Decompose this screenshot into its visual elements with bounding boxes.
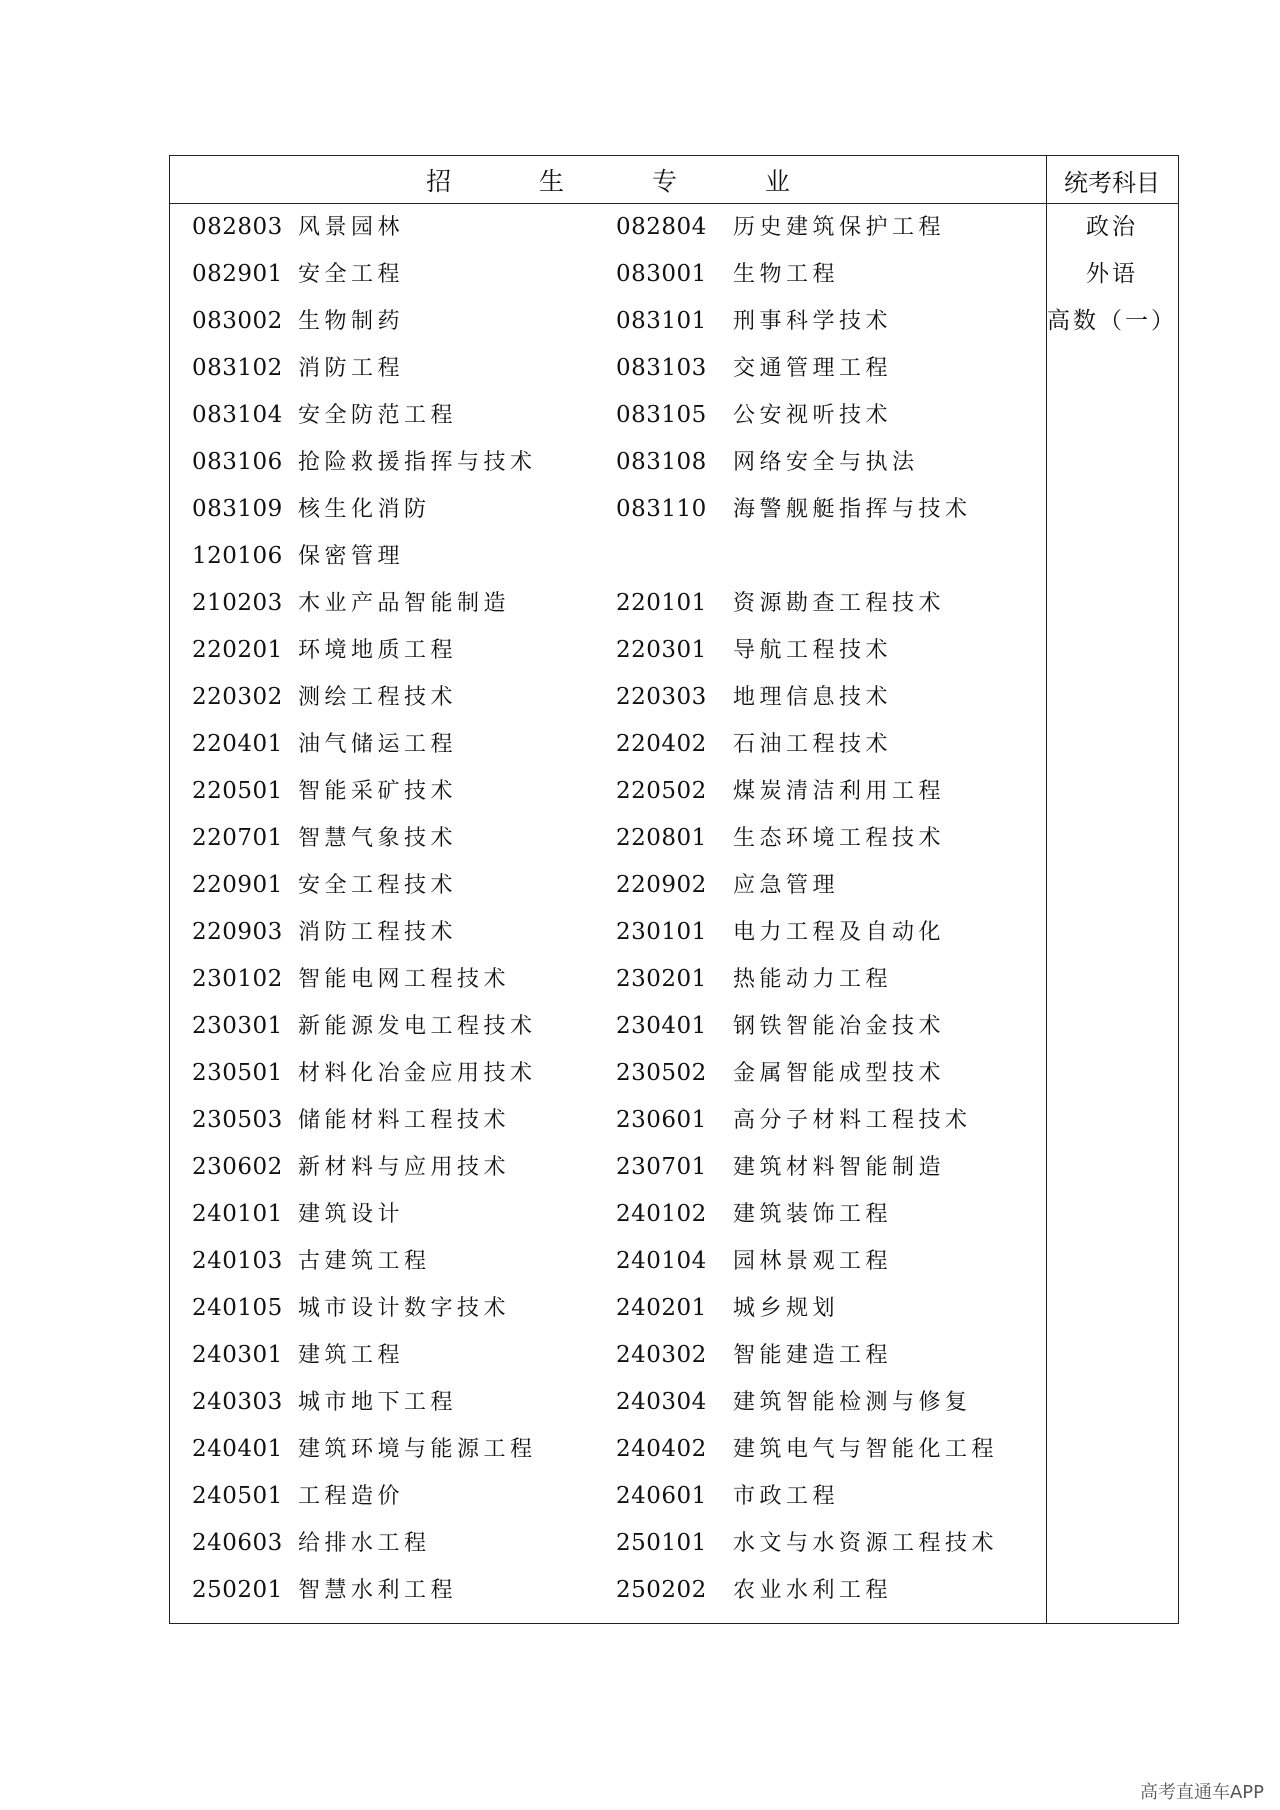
major-name: 公安视听技术: [733, 403, 893, 428]
major-code: 250201: [192, 1577, 283, 1603]
major-name: 高分子材料工程技术: [733, 1108, 972, 1133]
table-row: [170, 1285, 1046, 1332]
major-name: 建筑工程: [298, 1343, 405, 1368]
table-row: [170, 815, 1046, 862]
major-code: 083104: [192, 402, 283, 428]
table-row: [170, 1238, 1046, 1285]
major-code: 230503: [192, 1107, 283, 1133]
major-name: 网络安全与执法: [733, 450, 919, 475]
subject-item: 高数（一）: [1047, 308, 1177, 334]
table-row: [170, 674, 1046, 721]
major-name: 石油工程技术: [733, 732, 893, 757]
major-name: 智能电网工程技术: [298, 967, 511, 992]
table-header: [170, 156, 1178, 204]
major-name: 新材料与应用技术: [298, 1155, 511, 1180]
table-row: [170, 1567, 1046, 1614]
major-code: 220902: [616, 872, 707, 898]
major-code: 083103: [616, 355, 707, 381]
major-name: 园林景观工程: [733, 1249, 893, 1274]
majors-table: [169, 155, 1179, 1624]
header-subjects: 统考科目: [1064, 168, 1160, 197]
major-code: 240401: [192, 1436, 283, 1462]
major-name: 水文与水资源工程技术: [733, 1531, 999, 1556]
major-code: 220301: [616, 637, 707, 663]
major-name: 地理信息技术: [733, 685, 893, 710]
table-row: [170, 1520, 1046, 1567]
column-divider: [1046, 156, 1047, 1623]
major-code: 230502: [616, 1060, 707, 1086]
major-code: 220502: [616, 778, 707, 804]
table-row: [170, 345, 1046, 392]
major-name: 建筑材料智能制造: [733, 1155, 946, 1180]
major-name: 智能采矿技术: [298, 779, 458, 804]
major-code: 220303: [616, 684, 707, 710]
major-name: 风景园林: [298, 215, 405, 240]
table-row: [170, 1097, 1046, 1144]
major-code: 230201: [616, 966, 707, 992]
table-row: [170, 392, 1046, 439]
major-name: 古建筑工程: [298, 1249, 431, 1274]
watermark-text: 高考直通车APP: [1139, 1782, 1264, 1803]
major-code: 220903: [192, 919, 283, 945]
major-name: 建筑环境与能源工程: [298, 1437, 537, 1462]
major-code: 240303: [192, 1389, 283, 1415]
major-code: 083105: [616, 402, 707, 428]
major-code: 240402: [616, 1436, 707, 1462]
major-name: 历史建筑保护工程: [733, 215, 946, 240]
table-row: [170, 580, 1046, 627]
major-code: 240101: [192, 1201, 283, 1227]
major-name: 材料化冶金应用技术: [298, 1061, 537, 1086]
major-name: 抢险救援指挥与技术: [298, 450, 537, 475]
major-code: 240102: [616, 1201, 707, 1227]
major-code: 240104: [616, 1248, 707, 1274]
table-row: [170, 439, 1046, 486]
major-name: 安全防范工程: [298, 403, 458, 428]
major-code: 230101: [616, 919, 707, 945]
major-name: 市政工程: [733, 1484, 840, 1509]
table-row: [170, 862, 1046, 909]
table-row: [170, 1144, 1046, 1191]
major-name: 煤炭清洁利用工程: [733, 779, 946, 804]
major-name: 核生化消防: [298, 497, 431, 522]
table-row: [170, 768, 1046, 815]
header-majors: 招 生 专 业: [426, 167, 830, 196]
major-name: 保密管理: [298, 544, 405, 569]
major-name: 智慧气象技术: [298, 826, 458, 851]
major-name: 生物制药: [298, 309, 405, 334]
major-code: 240603: [192, 1530, 283, 1556]
major-code: 220501: [192, 778, 283, 804]
major-code: 220701: [192, 825, 283, 851]
table-row: [170, 1379, 1046, 1426]
major-name: 木业产品智能制造: [298, 591, 511, 616]
major-name: 生态环境工程技术: [733, 826, 946, 851]
table-row: [170, 627, 1046, 674]
major-code: 082901: [192, 261, 283, 287]
major-code: 230601: [616, 1107, 707, 1133]
major-name: 消防工程: [298, 356, 405, 381]
major-code: 083102: [192, 355, 283, 381]
table-row: [170, 533, 1046, 580]
table-row: [170, 204, 1046, 251]
major-code: 240201: [616, 1295, 707, 1321]
major-code: 083109: [192, 496, 283, 522]
major-code: 083108: [616, 449, 707, 475]
major-name: 电力工程及自动化: [733, 920, 946, 945]
major-code: 240105: [192, 1295, 283, 1321]
major-name: 建筑电气与智能化工程: [733, 1437, 999, 1462]
major-code: 210203: [192, 590, 283, 616]
table-row: [170, 251, 1046, 298]
major-code: 240103: [192, 1248, 283, 1274]
major-name: 农业水利工程: [733, 1578, 893, 1603]
major-code: 230401: [616, 1013, 707, 1039]
major-code: 240302: [616, 1342, 707, 1368]
major-name: 建筑装饰工程: [733, 1202, 893, 1227]
major-name: 新能源发电工程技术: [298, 1014, 537, 1039]
major-code: 083002: [192, 308, 283, 334]
major-code: 220201: [192, 637, 283, 663]
major-code: 230701: [616, 1154, 707, 1180]
major-code: 230301: [192, 1013, 283, 1039]
major-name: 城市设计数字技术: [298, 1296, 511, 1321]
major-code: 220401: [192, 731, 283, 757]
major-code: 220101: [616, 590, 707, 616]
major-name: 测绘工程技术: [298, 685, 458, 710]
major-name: 安全工程: [298, 262, 405, 287]
major-name: 钢铁智能冶金技术: [733, 1014, 946, 1039]
major-name: 资源勘查工程技术: [733, 591, 946, 616]
major-code: 083001: [616, 261, 707, 287]
major-code: 240301: [192, 1342, 283, 1368]
major-code: 240601: [616, 1483, 707, 1509]
major-name: 油气储运工程: [298, 732, 458, 757]
major-code: 120106: [192, 543, 283, 569]
table-row: [170, 956, 1046, 1003]
table-row: [170, 1332, 1046, 1379]
table-row: [170, 1003, 1046, 1050]
major-code: 082804: [616, 214, 707, 240]
major-name: 城市地下工程: [298, 1390, 458, 1415]
major-name: 热能动力工程: [733, 967, 893, 992]
major-code: 083101: [616, 308, 707, 334]
major-code: 220901: [192, 872, 283, 898]
major-name: 交通管理工程: [733, 356, 893, 381]
major-name: 生物工程: [733, 262, 840, 287]
major-code: 230102: [192, 966, 283, 992]
table-row: [170, 1191, 1046, 1238]
major-name: 工程造价: [298, 1484, 405, 1509]
major-code: 083110: [616, 496, 707, 522]
table-row: [170, 721, 1046, 768]
major-name: 金属智能成型技术: [733, 1061, 946, 1086]
major-name: 海警舰艇指挥与技术: [733, 497, 972, 522]
table-row: [170, 909, 1046, 956]
table-row: [170, 1473, 1046, 1520]
major-code: 250101: [616, 1530, 707, 1556]
major-name: 应急管理: [733, 873, 840, 898]
subject-item: 外语: [1086, 261, 1138, 287]
table-row: [170, 298, 1046, 345]
major-code: 082803: [192, 214, 283, 240]
major-name: 给排水工程: [298, 1531, 431, 1556]
major-code: 250202: [616, 1577, 707, 1603]
major-name: 智能建造工程: [733, 1343, 893, 1368]
table-row: [170, 486, 1046, 533]
major-code: 240501: [192, 1483, 283, 1509]
major-name: 刑事科学技术: [733, 309, 893, 334]
major-name: 消防工程技术: [298, 920, 458, 945]
major-name: 城乡规划: [733, 1296, 840, 1321]
major-code: 083106: [192, 449, 283, 475]
major-name: 建筑智能检测与修复: [733, 1390, 972, 1415]
major-code: 240304: [616, 1389, 707, 1415]
table-row: [170, 1426, 1046, 1473]
major-code: 220801: [616, 825, 707, 851]
major-name: 环境地质工程: [298, 638, 458, 663]
subject-item: 政治: [1086, 214, 1138, 240]
major-name: 安全工程技术: [298, 873, 458, 898]
major-code: 230602: [192, 1154, 283, 1180]
major-name: 建筑设计: [298, 1202, 405, 1227]
major-code: 220402: [616, 731, 707, 757]
table-row: [170, 1050, 1046, 1097]
major-code: 230501: [192, 1060, 283, 1086]
subjects-column: [1046, 204, 1178, 345]
major-code: 220302: [192, 684, 283, 710]
major-name: 智慧水利工程: [298, 1578, 458, 1603]
major-name: 储能材料工程技术: [298, 1108, 511, 1133]
major-name: 导航工程技术: [733, 638, 893, 663]
